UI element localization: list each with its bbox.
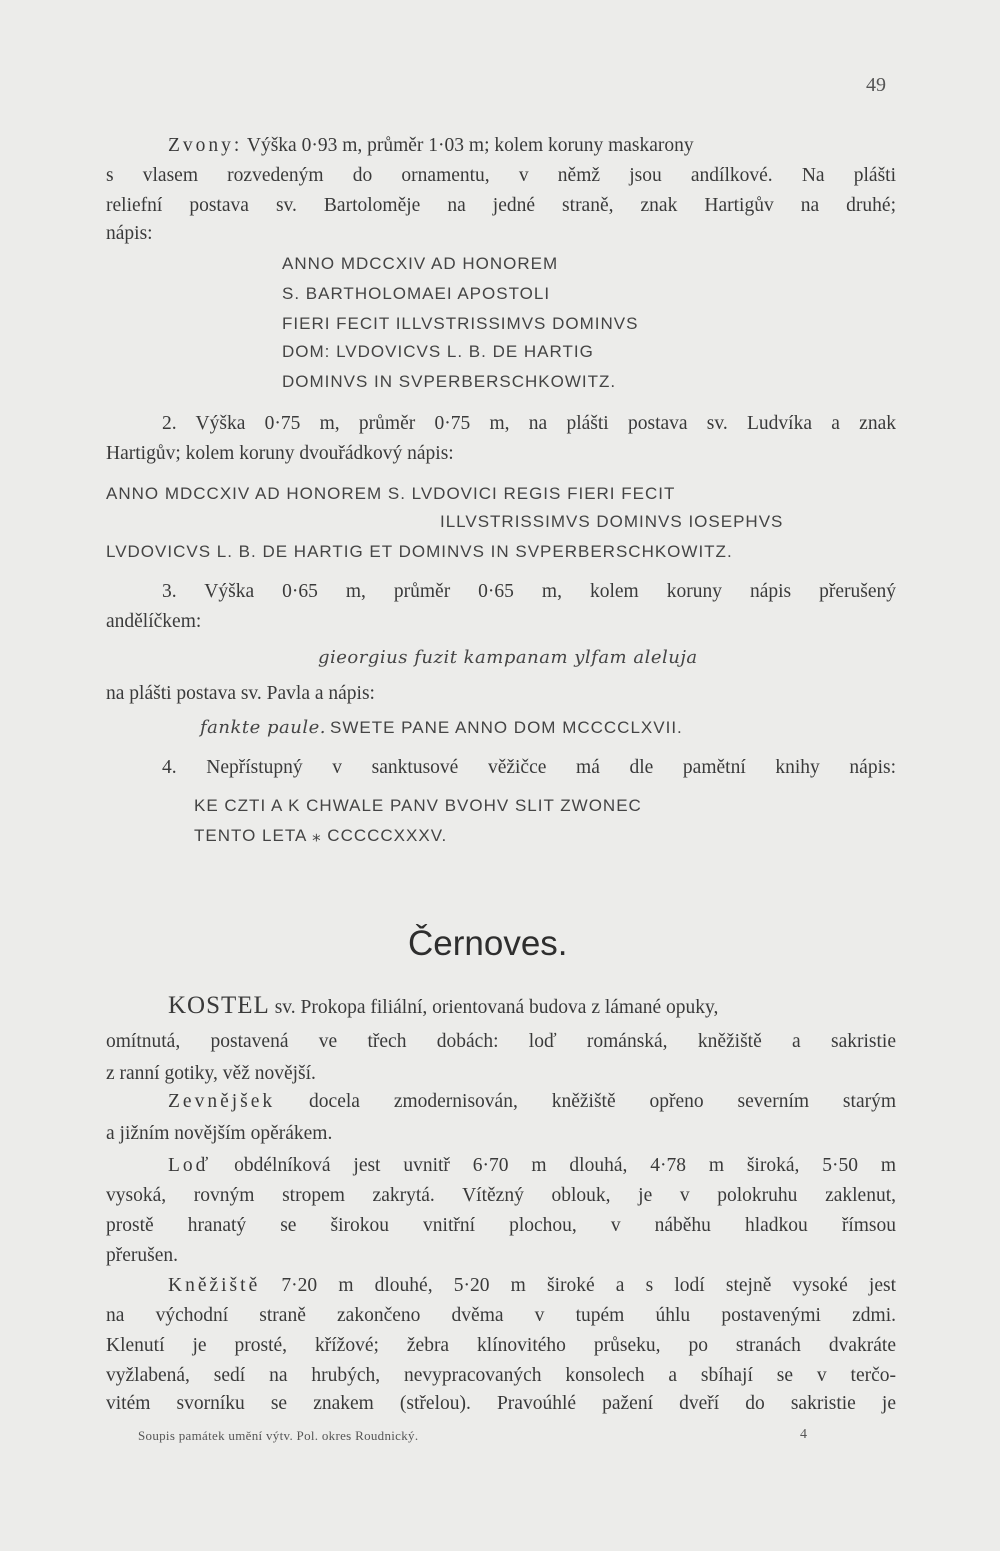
text-line: s vlasem rozvedeným do ornamentu, v němž jsou andílkové. Na plášti [106,165,896,186]
section-lead: Zevnějšek [168,1091,276,1112]
text-line: sv. Prokopa filiální, orientovaná budova z lámané opuky, [274,997,719,1018]
inscription-line: S. BARTHOLOMAEI APOSTOLI [282,284,551,303]
text-line: 4. Nepřístupný v sanktusové věžičce má dle pamětní knihy nápis: [162,757,896,778]
section-heading: Černoves. [408,924,568,963]
text-line: Hartigův; kolem koruny dvouřádkový nápis: [106,443,454,464]
gothic-inscription: gieorgius fuzit kampanam ylfam aleluja [318,647,698,668]
paragraph-line [168,994,718,1020]
inscription-line: ANNO MDCCXIV AD HONOREM [282,254,559,273]
paragraph-line [168,1154,896,1178]
inscription-line: FIERI FECIT ILLVSTRISSIMVS DOMINVS [282,314,639,333]
caps-inscription: SWETE PANE ANNO DOM MCCCCLXVII. [329,718,683,737]
inscription-line: TENTO LETA ⁎ CCCCCXXXV. [194,826,448,845]
inscription-line: ANNO MDCCXIV AD HONOREM S. LVDOVICI REGIS FIERI FECIT [106,484,676,503]
page-number: 49 [866,74,886,96]
text-line: Klenutí je prosté, křížové; žebra klínovitého průseku, po stranách dvakráte [106,1335,896,1356]
text-line: 7·20 m dlouhé, 5·20 m široké a s lodí stejně vysoké jest [281,1275,897,1296]
section-lead: Zvony: [168,135,243,156]
text-line: obdélníková jest uvnitř 6·70 m dlouhá, 4·78 m široká, 5·50 m [234,1155,896,1176]
section-lead: KOSTEL [168,992,270,1019]
paragraph-line [168,1090,896,1114]
text-line: 2. Výška 0·75 m, průměr 0·75 m, na plášti postava sv. Ludvíka a znak [162,413,896,434]
inscription-line: DOMINVS IN SVPERBERSCHKOWITZ. [282,372,617,391]
text-line: prostě hranatý se širokou vnitřní plochou, v náběhu hladkou římsou [106,1215,896,1236]
signature-number: 4 [800,1427,807,1442]
section-lead: Kněžiště [168,1275,261,1296]
paragraph-line [168,134,694,158]
text-line: omítnutá, postavená ve třech dobách: loď románská, kněžiště a sakristie [106,1031,896,1052]
text-line: z ranní gotiky, věž novější. [106,1063,316,1084]
inscription-line: KE CZTI A K CHWALE PANV BVOHV SLIT ZWONEC [194,796,642,815]
paragraph-line [168,1274,896,1298]
text-line: docela zmodernisován, kněžiště opřeno severním starým [309,1091,897,1112]
text-line: Výška 0·93 m, průměr 1·03 m; kolem koruny maskarony [246,135,694,156]
inscription-line: ILLVSTRISSIMVS DOMINVS IOSEPHVS [440,512,784,531]
inscription-line: LVDOVICVS L. B. DE HARTIG ET DOMINVS IN SVPERBERSCHKOWITZ. [106,542,733,561]
text-line: vyžlabená, sedí na hrubých, nevypracovaných konsolech a sbíhají se v terčo- [106,1365,896,1386]
text-line: vysoká, rovným stropem zakrytá. Vítězný oblouk, je v polokruhu zaklenut, [106,1185,896,1206]
text-line: vitém svorníku se znakem (střelou). Pravoúhlé pažení dveří do sakristie je [106,1393,896,1414]
text-line: a jižním novějším opěrákem. [106,1123,333,1144]
inscription-line [200,717,683,738]
text-line: na východní straně zakončeno dvěma v tupém úhlu postavenými zdmi. [106,1305,896,1326]
text-line: přerušen. [106,1245,179,1266]
footer-text: Soupis památek umění výtv. Pol. okres Roudnický. [138,1428,419,1443]
text-line: nápis: [106,223,153,244]
text-line: reliefní postava sv. Bartoloměje na jedné straně, znak Hartigův na druhé; [106,195,896,216]
inscription-line: DOM: LVDOVICVS L. B. DE HARTIG [282,342,594,361]
text-line: andělíčkem: [106,611,202,632]
text-line: 3. Výška 0·65 m, průměr 0·65 m, kolem koruny nápis přerušený [162,581,896,602]
section-lead: Loď [168,1155,212,1176]
text-line: na plášti postava sv. Pavla a nápis: [106,683,375,704]
gothic-inscription: fankte paule. [200,717,326,738]
